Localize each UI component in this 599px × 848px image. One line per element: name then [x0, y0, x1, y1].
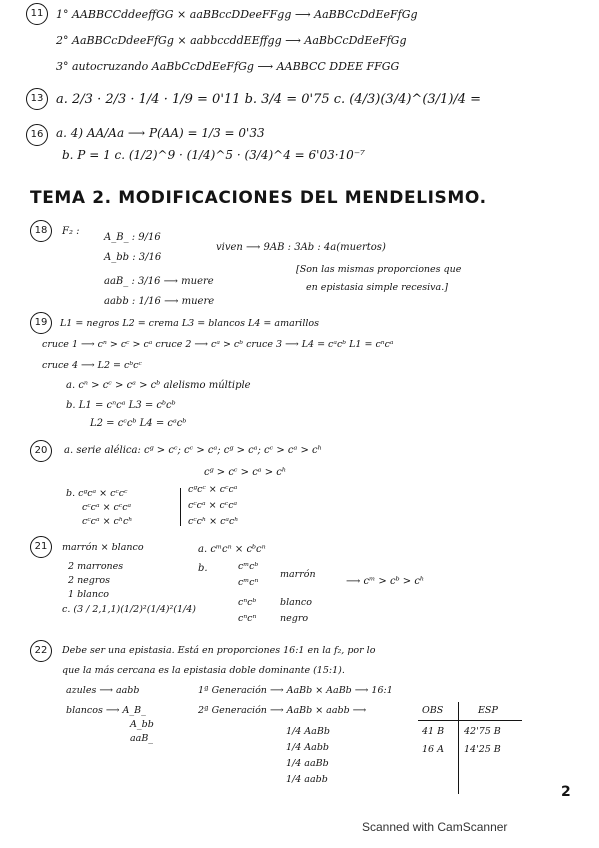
problem-11-line-3: 3° autocruzando AaBbCcDdEeFfGg ⟶ AABBCC DDEE FFGG	[56, 60, 400, 73]
problem-21-genotype-2: cᵐcⁿ	[238, 577, 259, 588]
problem-19-legend: L1 = negros L2 = crema L3 = blancos L4 = amarillos	[60, 318, 319, 329]
problem-20-cross-3: cᶜcᵃ × cʰcʰ	[82, 516, 133, 527]
problem-22-genotype-abb: A_bb	[130, 719, 154, 730]
problem-21-answer-c: c. (3 / 2,1,1)(1/2)²(1/4)²(1/4)	[62, 604, 196, 615]
problem-20-answer-a: a. serie alélica: cᵍ > cᶜ; cᶜ > cᵃ; cᵍ > cᵃ; cᶜ > cᵃ > cʰ	[64, 445, 322, 456]
problem-20-answer-a-chain: cᵍ > cᶜ > cᵃ > cʰ	[204, 467, 287, 478]
page-number: 2	[561, 784, 571, 800]
table-cell-obs-2: 16 A	[422, 744, 444, 755]
table-header-obs: OBS	[422, 705, 444, 716]
problem-number-badge: 18	[30, 220, 52, 242]
problem-number-badge: 11	[26, 3, 48, 25]
problem-22-ratio-3: 1/4 aaBb	[286, 758, 329, 769]
problem-number-badge: 22	[30, 640, 52, 662]
problem-16-line-2: b. P = 1 c. (1/2)^9 · (1/4)^5 · (3/4)^4 = 6'03·10⁻⁷	[62, 148, 365, 162]
problem-22-azules: azules ⟶ aabb	[66, 685, 140, 696]
section-title: TEMA 2. MODIFICACIONES DEL MENDELISMO.	[30, 188, 487, 208]
problem-18-row-2: A_bb : 3/16	[104, 252, 162, 263]
problem-16-line-1: a. 4) AA/Aa ⟶ P(AA) = 1/3 = 0'33	[56, 126, 265, 140]
problem-20-cross-2: cᶜcᵃ × cᶜcᵃ	[82, 502, 132, 513]
problem-number-badge: 19	[30, 312, 52, 334]
problem-22-gen-2: 2ª Generación ⟶ AaBb × aabb ⟶	[198, 705, 367, 716]
problem-21-count-1: 2 marrones	[68, 561, 124, 572]
problem-21-count-3: 1 blanco	[68, 589, 110, 600]
problem-number-badge: 20	[30, 440, 52, 462]
table-divider-horizontal	[418, 720, 522, 721]
table-header-esp: ESP	[478, 705, 498, 716]
problem-20-result-2: cᶜcᵃ × cᶜcᵃ	[188, 500, 238, 511]
problem-18-note-1: [Son las mismas proporciones que	[296, 264, 462, 275]
problem-18-row-3: aaB_ : 3/16 ⟶ muere	[104, 276, 214, 287]
problem-20-cross-1: b. cᵍcᵃ × cᶜcᶜ	[66, 488, 128, 499]
problem-21-label-blanco: blanco	[280, 597, 312, 608]
problem-22-blancos: blancos ⟶ A_B_	[66, 705, 146, 716]
problem-18-row-4: aabb : 1/16 ⟶ muere	[104, 296, 215, 307]
problem-22-text-2: que la más cercana es la epistasia doble dominante (15:1).	[62, 665, 345, 676]
problem-18-row-1: A_B_ : 9/16	[104, 232, 161, 243]
problem-22-ratio-1: 1/4 AaBb	[286, 726, 330, 737]
problem-21-genotype-4: cⁿcⁿ	[238, 613, 257, 624]
bracket-line	[180, 488, 181, 526]
scanner-watermark: Scanned with CamScanner	[362, 820, 508, 834]
problem-18-f2-label: F₂ :	[62, 226, 80, 237]
problem-19-answer-a: a. cⁿ > cᶜ > cᵃ > cᵇ alelismo múltiple	[66, 380, 251, 391]
problem-21-label-marron: marrón	[280, 569, 316, 580]
problem-number-badge: 13	[26, 88, 48, 110]
problem-21-label-negro: negro	[280, 613, 309, 624]
problem-19-answer-b2: L2 = cᶜcᵇ L4 = cᵃcᵇ	[90, 418, 187, 429]
problem-22-ratio-4: 1/4 aabb	[286, 774, 328, 785]
problem-21-answer-a: a. cᵐcⁿ × cᵇcⁿ	[198, 544, 266, 555]
table-divider-vertical	[458, 702, 459, 794]
problem-22-text-1: Debe ser una epistasia. Está en proporciones 16:1 en la f₂, por lo	[62, 645, 376, 656]
problem-22-ratio-2: 1/4 Aabb	[286, 742, 329, 753]
problem-21-result: ⟶ cᵐ > cᵇ > cʰ	[346, 576, 425, 587]
problem-number-badge: 16	[26, 124, 48, 146]
table-cell-esp-2: 14'25 B	[464, 744, 501, 755]
table-cell-obs-1: 41 B	[422, 726, 445, 737]
problem-21-answer-b: b.	[198, 563, 208, 574]
problem-22-gen-1: 1ª Generación ⟶ AaBb × AaBb ⟶ 16:1	[198, 685, 393, 696]
problem-number-badge: 21	[30, 536, 52, 558]
problem-13-answers: a. 2/3 · 2/3 · 1/4 · 1/9 = 0'11 b. 3/4 = 0'75 c. (4/3)(3/4)^(3/1)/4 =	[56, 92, 482, 107]
problem-21-count-2: 2 negros	[68, 575, 111, 586]
problem-19-crosses: cruce 1 ⟶ cⁿ > cᶜ > cᵃ cruce 2 ⟶ cᵃ > cᵇ cruce 3 ⟶ L4 = cᵃcᵇ L1 = cⁿcᵃ	[42, 339, 394, 350]
problem-21-genotype-1: cᵐcᵇ	[238, 561, 259, 572]
table-cell-esp-1: 42'75 B	[464, 726, 501, 737]
problem-19-cross-4: cruce 4 ⟶ L2 = cᵇcᶜ	[42, 360, 142, 371]
problem-18-note-2: en epistasia simple recesiva.]	[306, 282, 448, 293]
problem-18-viven: viven ⟶ 9AB : 3Ab : 4a(muertos)	[216, 242, 386, 253]
problem-11-line-1: 1° AABBCCddeeffGG × aaBBccDDeeFFgg ⟶ AaBBCcDdEeFfGg	[56, 8, 418, 21]
problem-20-result-3: cᶜcʰ × cᵃcʰ	[188, 516, 239, 527]
problem-19-answer-b1: b. L1 = cⁿcᵃ L3 = cᵇcᵇ	[66, 400, 176, 411]
problem-21-genotype-3: cⁿcᵇ	[238, 597, 257, 608]
problem-21-cross: marrón × blanco	[62, 542, 144, 553]
problem-22-genotype-aab: aaB_	[130, 733, 154, 744]
problem-20-result-1: cᵍcᶜ × cᶜcᵃ	[188, 484, 238, 495]
problem-11-line-2: 2° AaBBCcDdeeFfGg × aabbccddEEffgg ⟶ AaBbCcDdEeFfGg	[56, 34, 407, 47]
